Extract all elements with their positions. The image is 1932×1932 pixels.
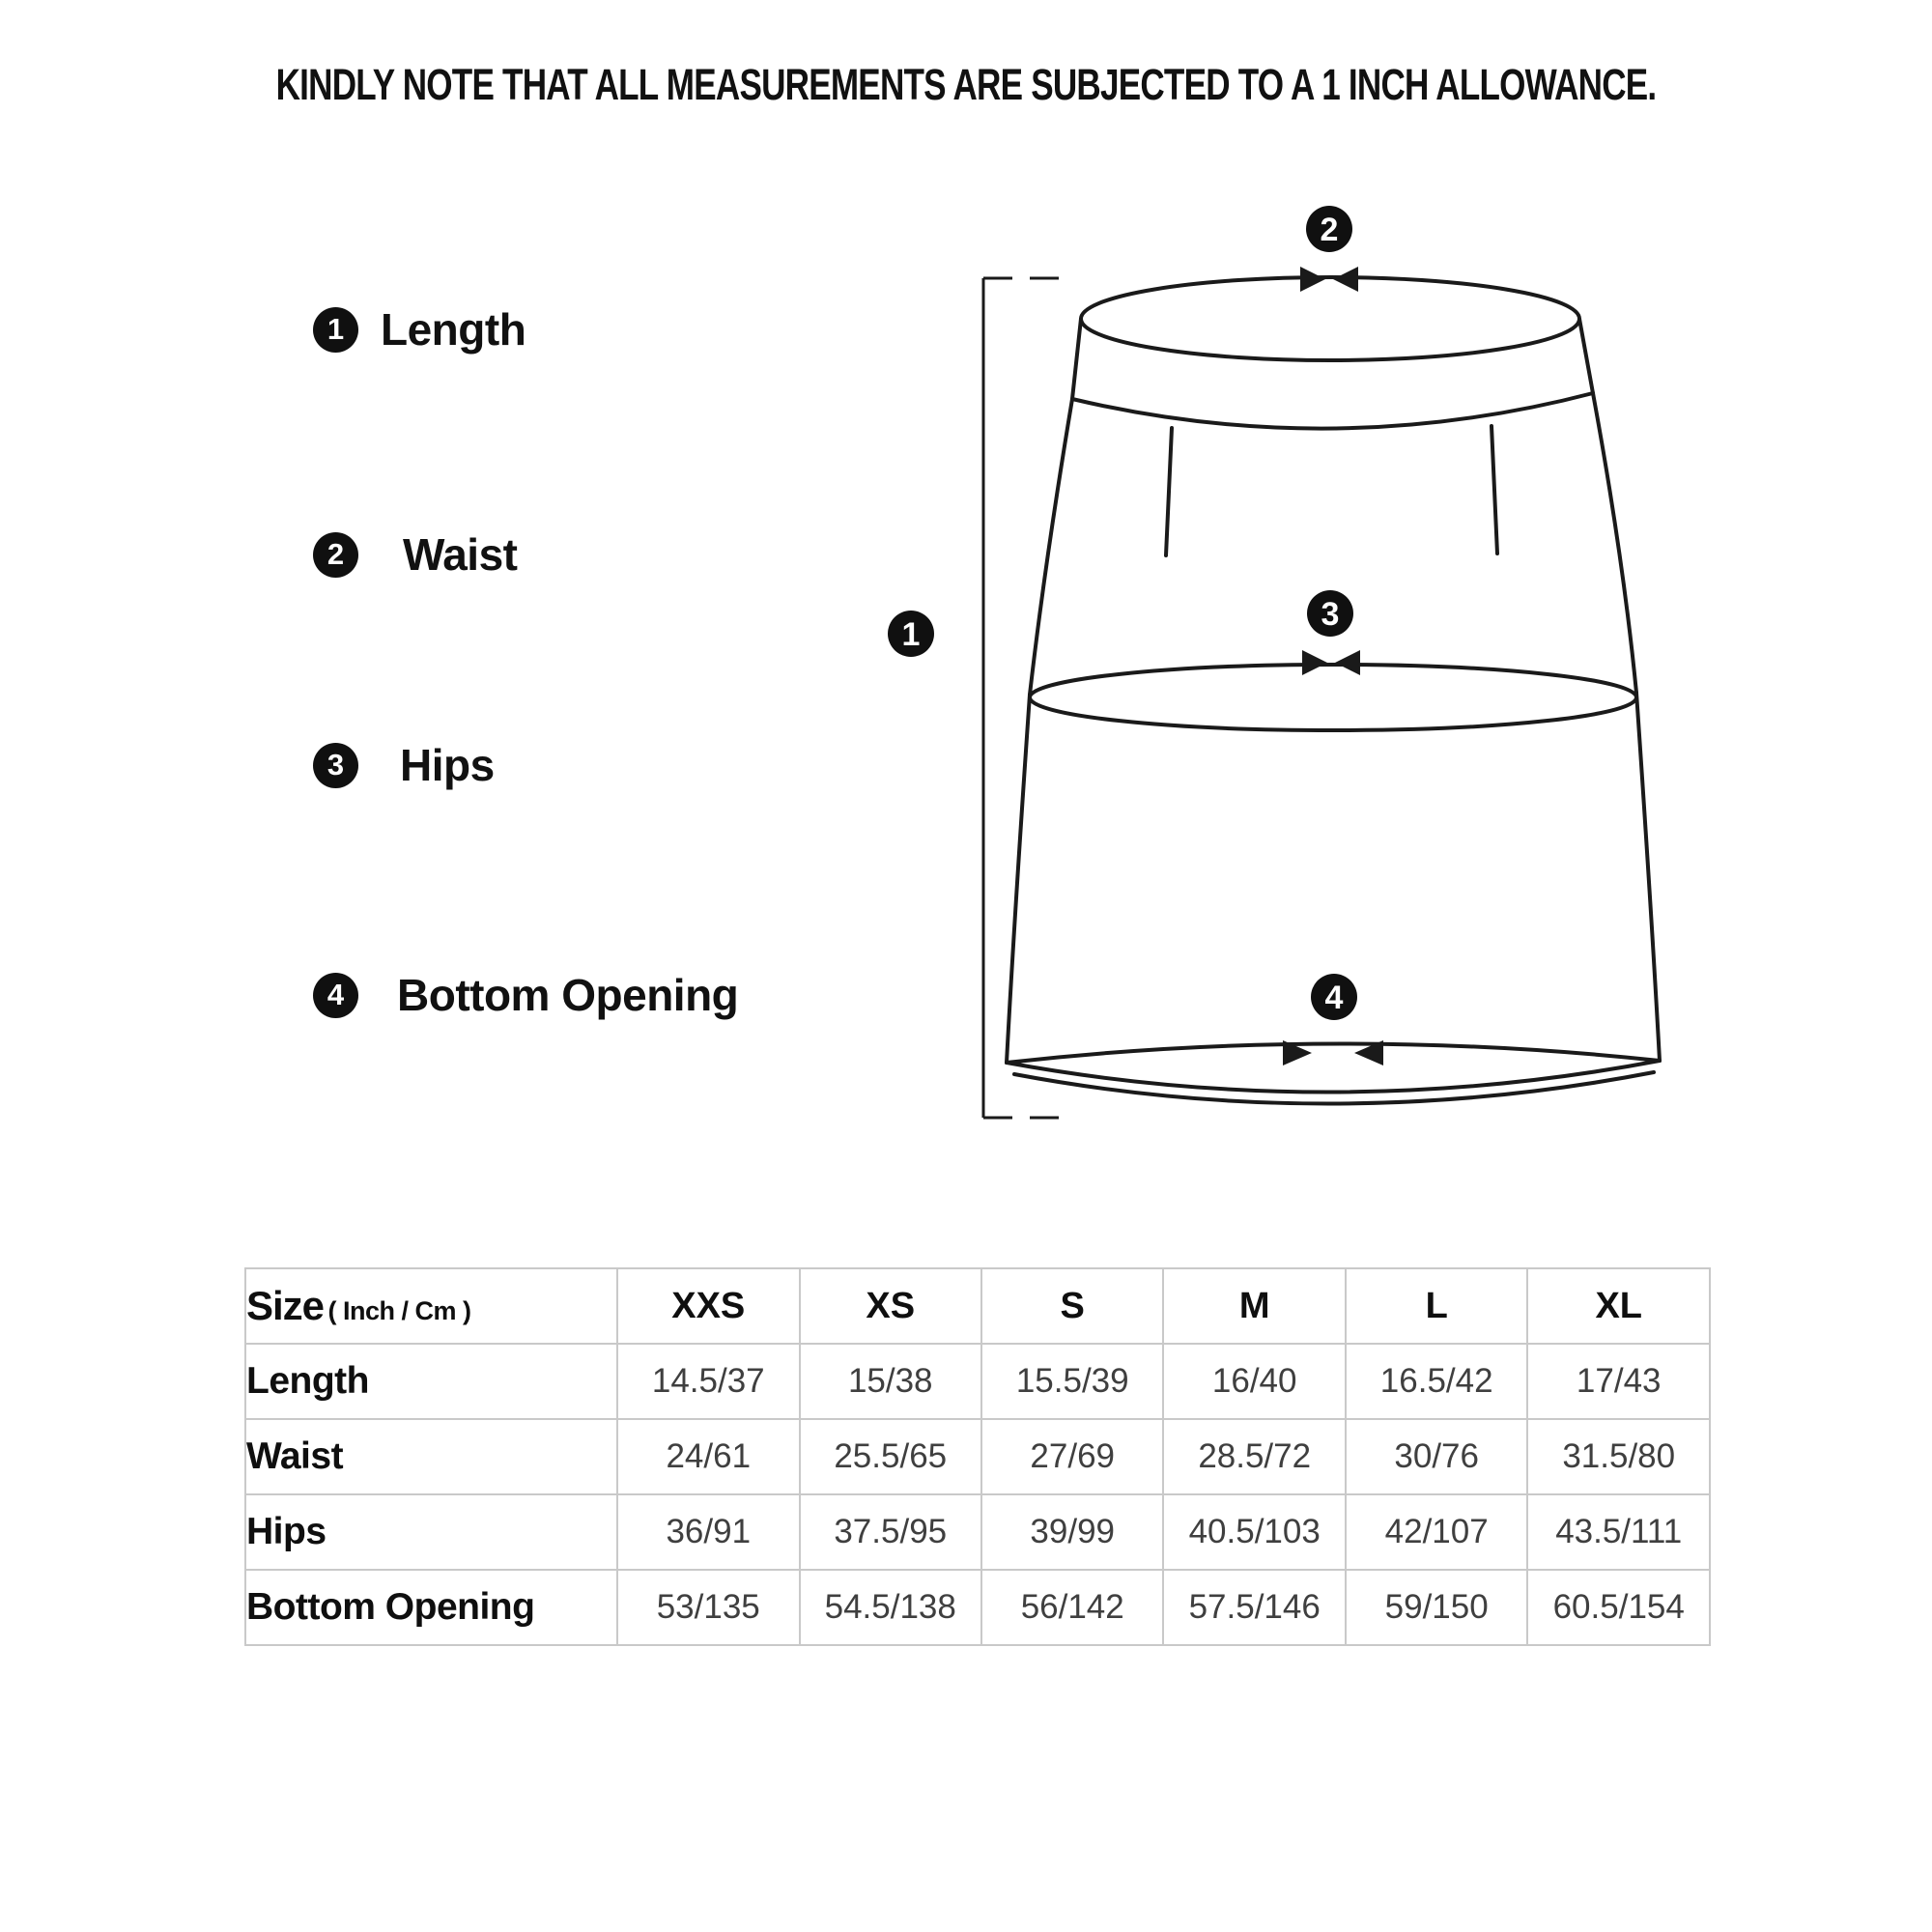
diagram-marker-2 [1306,206,1352,252]
row-label: Hips [245,1494,617,1570]
column-header: L [1346,1268,1527,1344]
measurement-cell: 24/61 [617,1419,799,1494]
measurement-cell: 27/69 [981,1419,1163,1494]
measurement-cell: 16.5/42 [1346,1344,1527,1419]
size-unit-label: ( Inch / Cm ) [327,1296,471,1325]
row-label: Bottom Opening [245,1570,617,1645]
measurement-cell: 16/40 [1163,1344,1345,1419]
marker-2-badge: 2 [313,532,358,578]
marker-4-badge: 4 [313,973,358,1018]
arrow-left-icon [1333,267,1358,292]
measurement-cell: 59/150 [1346,1570,1527,1645]
size-table [244,1267,1711,1646]
measurement-cell: 56/142 [981,1570,1163,1645]
size-label: Size [246,1283,325,1328]
waist-ellipse [1081,277,1579,360]
row-label: Length [245,1344,617,1419]
marker-1-badge: 1 [313,307,358,353]
column-header: S [981,1268,1163,1344]
table-row [245,1419,1710,1494]
column-header: XXS [617,1268,799,1344]
right-dart-line [1492,426,1497,554]
arrow-right-icon [1300,267,1325,292]
marker-1-number: 1 [901,616,921,653]
size-header-cell [245,1268,617,1344]
length-measure-line [983,278,1070,1118]
allowance-note: KINDLY NOTE THAT ALL MEASUREMENTS ARE SUBJECTED TO A 1 INCH ALLOWANCE. [275,60,1657,109]
arrow-left-icon [1335,650,1360,675]
legend-label-waist: Waist [403,529,518,580]
diagram-marker-1 [888,611,934,657]
legend-label-length: Length [381,304,526,355]
measurement-cell: 60.5/154 [1527,1570,1710,1645]
column-header: XS [800,1268,981,1344]
measurement-cell: 14.5/37 [617,1344,799,1419]
diagram-marker-3 [1307,590,1353,637]
row-label: Waist [245,1419,617,1494]
marker-4-number: 4 [1324,980,1344,1016]
marker-3-number: 3 [1321,596,1340,633]
bottom-back-arc [1007,1043,1660,1063]
table-row [245,1570,1710,1645]
measurement-cell: 36/91 [617,1494,799,1570]
left-dart-line [1166,428,1172,555]
diagram-marker-4 [1311,974,1357,1020]
waistband-seam [1072,393,1593,429]
measurement-cell: 39/99 [981,1494,1163,1570]
measurement-cell: 17/43 [1527,1344,1710,1419]
legend-label-bottom-opening: Bottom Opening [397,970,739,1020]
table-row [245,1344,1710,1419]
table-row [245,1494,1710,1570]
hips-ellipse [1030,665,1636,730]
arrow-right-icon [1302,650,1327,675]
measurement-cell: 15.5/39 [981,1344,1163,1419]
marker-2-number: 2 [1320,212,1339,248]
measurement-cell: 28.5/72 [1163,1419,1345,1494]
measurement-cell: 57.5/146 [1163,1570,1345,1645]
measurement-cell: 37.5/95 [800,1494,981,1570]
table-header-row [245,1268,1710,1344]
measurement-cell: 25.5/65 [800,1419,981,1494]
measurement-cell: 43.5/111 [1527,1494,1710,1570]
measurement-cell: 30/76 [1346,1419,1527,1494]
column-header: XL [1527,1268,1710,1344]
measurement-cell: 53/135 [617,1570,799,1645]
legend-label-hips: Hips [400,740,495,790]
column-header: M [1163,1268,1345,1344]
marker-3-badge: 3 [313,743,358,788]
hips-arrows [1302,650,1360,675]
measurement-cell: 42/107 [1346,1494,1527,1570]
measurement-cell: 54.5/138 [800,1570,981,1645]
measurement-cell: 31.5/80 [1527,1419,1710,1494]
measurement-cell: 15/38 [800,1344,981,1419]
measurement-cell: 40.5/103 [1163,1494,1345,1570]
